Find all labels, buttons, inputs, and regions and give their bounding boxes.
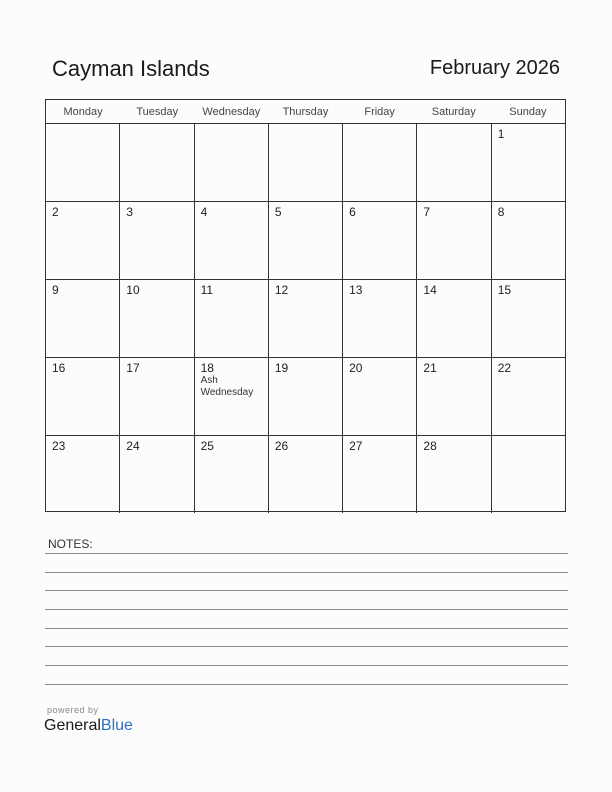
day-cell <box>46 124 120 201</box>
weekday-sunday: Sunday <box>509 106 547 118</box>
day-number: 19 <box>274 361 289 375</box>
weekday-saturday: Saturday <box>431 106 476 118</box>
day-cell <box>195 358 269 435</box>
day-number: 8 <box>497 205 505 219</box>
day-number: 14 <box>423 283 437 297</box>
day-cell <box>417 124 491 201</box>
brand-blue-text: Blue <box>100 717 133 734</box>
day-cell <box>269 124 343 201</box>
day-cell <box>417 358 491 435</box>
powered-by-text: powered by <box>47 705 99 715</box>
day-cell <box>343 358 417 435</box>
day-cell <box>195 124 269 201</box>
week-row-4 <box>46 358 565 436</box>
day-cell <box>343 280 417 357</box>
day-cell <box>269 202 343 279</box>
day-cell <box>417 280 491 357</box>
day-cell <box>492 436 565 513</box>
weekday-monday: Monday <box>63 106 103 118</box>
day-number: 4 <box>200 205 208 219</box>
weekday-tuesday: Tuesday <box>136 106 179 118</box>
day-cell <box>269 436 343 513</box>
weekday-thursday: Thursday <box>282 106 329 118</box>
calendar-grid <box>45 99 566 512</box>
day-number: 20 <box>349 361 363 375</box>
day-number: 11 <box>200 283 214 297</box>
day-cell <box>492 280 565 357</box>
note-line <box>45 553 568 554</box>
week-row-3 <box>46 280 565 358</box>
note-line <box>45 646 568 647</box>
day-number: 5 <box>274 205 282 219</box>
day-number: 27 <box>349 439 363 453</box>
note-line <box>45 609 568 610</box>
day-number: 18 <box>200 361 214 375</box>
day-number: 12 <box>274 283 289 297</box>
day-number: 9 <box>52 283 59 297</box>
day-cell <box>492 124 565 201</box>
week-row-2 <box>46 202 565 280</box>
day-number: 1 <box>497 127 505 141</box>
day-number: 7 <box>423 205 431 219</box>
day-cell <box>492 358 565 435</box>
day-cell <box>120 280 194 357</box>
day-cell <box>120 436 194 513</box>
notes-label: NOTES: <box>48 537 93 551</box>
day-cell <box>417 202 491 279</box>
day-number: 25 <box>200 439 214 453</box>
day-number: 6 <box>349 205 356 219</box>
weekday-header-row <box>46 100 565 124</box>
day-number: 2 <box>52 205 59 219</box>
day-cell <box>417 436 491 513</box>
day-number: 28 <box>423 439 437 453</box>
weekday-wednesday: Wednesday <box>202 106 261 118</box>
day-number: 13 <box>349 283 363 297</box>
day-cell <box>46 202 120 279</box>
day-number: 3 <box>126 205 133 219</box>
day-cell <box>120 124 194 201</box>
day-cell <box>195 436 269 513</box>
note-line <box>45 628 568 629</box>
note-line <box>45 590 568 591</box>
note-line <box>45 665 568 666</box>
day-number: 26 <box>274 439 289 453</box>
day-cell <box>120 202 194 279</box>
day-cell <box>120 358 194 435</box>
month-title: February 2026 <box>429 57 560 79</box>
day-cell <box>269 280 343 357</box>
day-cell <box>46 358 120 435</box>
day-cell <box>269 358 343 435</box>
day-number: 24 <box>126 439 140 453</box>
day-number: 23 <box>52 439 66 453</box>
day-number: 22 <box>497 361 512 375</box>
weekday-friday: Friday <box>364 106 395 118</box>
day-number: 21 <box>423 361 437 375</box>
day-cell <box>195 202 269 279</box>
brand-general-text: General <box>44 717 101 734</box>
week-row-1 <box>46 124 565 202</box>
day-number: 16 <box>52 361 66 375</box>
week-row-5 <box>46 436 565 513</box>
country-title: Cayman Islands <box>52 56 210 81</box>
brand-logo <box>44 717 133 735</box>
day-number: 17 <box>126 361 140 375</box>
day-cell <box>195 280 269 357</box>
day-cell <box>46 280 120 357</box>
day-cell <box>492 202 565 279</box>
day-cell <box>343 436 417 513</box>
day-cell <box>343 124 417 201</box>
holiday-label: Ash Wednesday <box>200 375 254 398</box>
day-number: 15 <box>497 283 512 297</box>
day-cell <box>343 202 417 279</box>
note-line <box>45 684 568 685</box>
day-cell <box>46 436 120 513</box>
day-number: 10 <box>126 283 140 297</box>
note-line <box>45 572 568 573</box>
